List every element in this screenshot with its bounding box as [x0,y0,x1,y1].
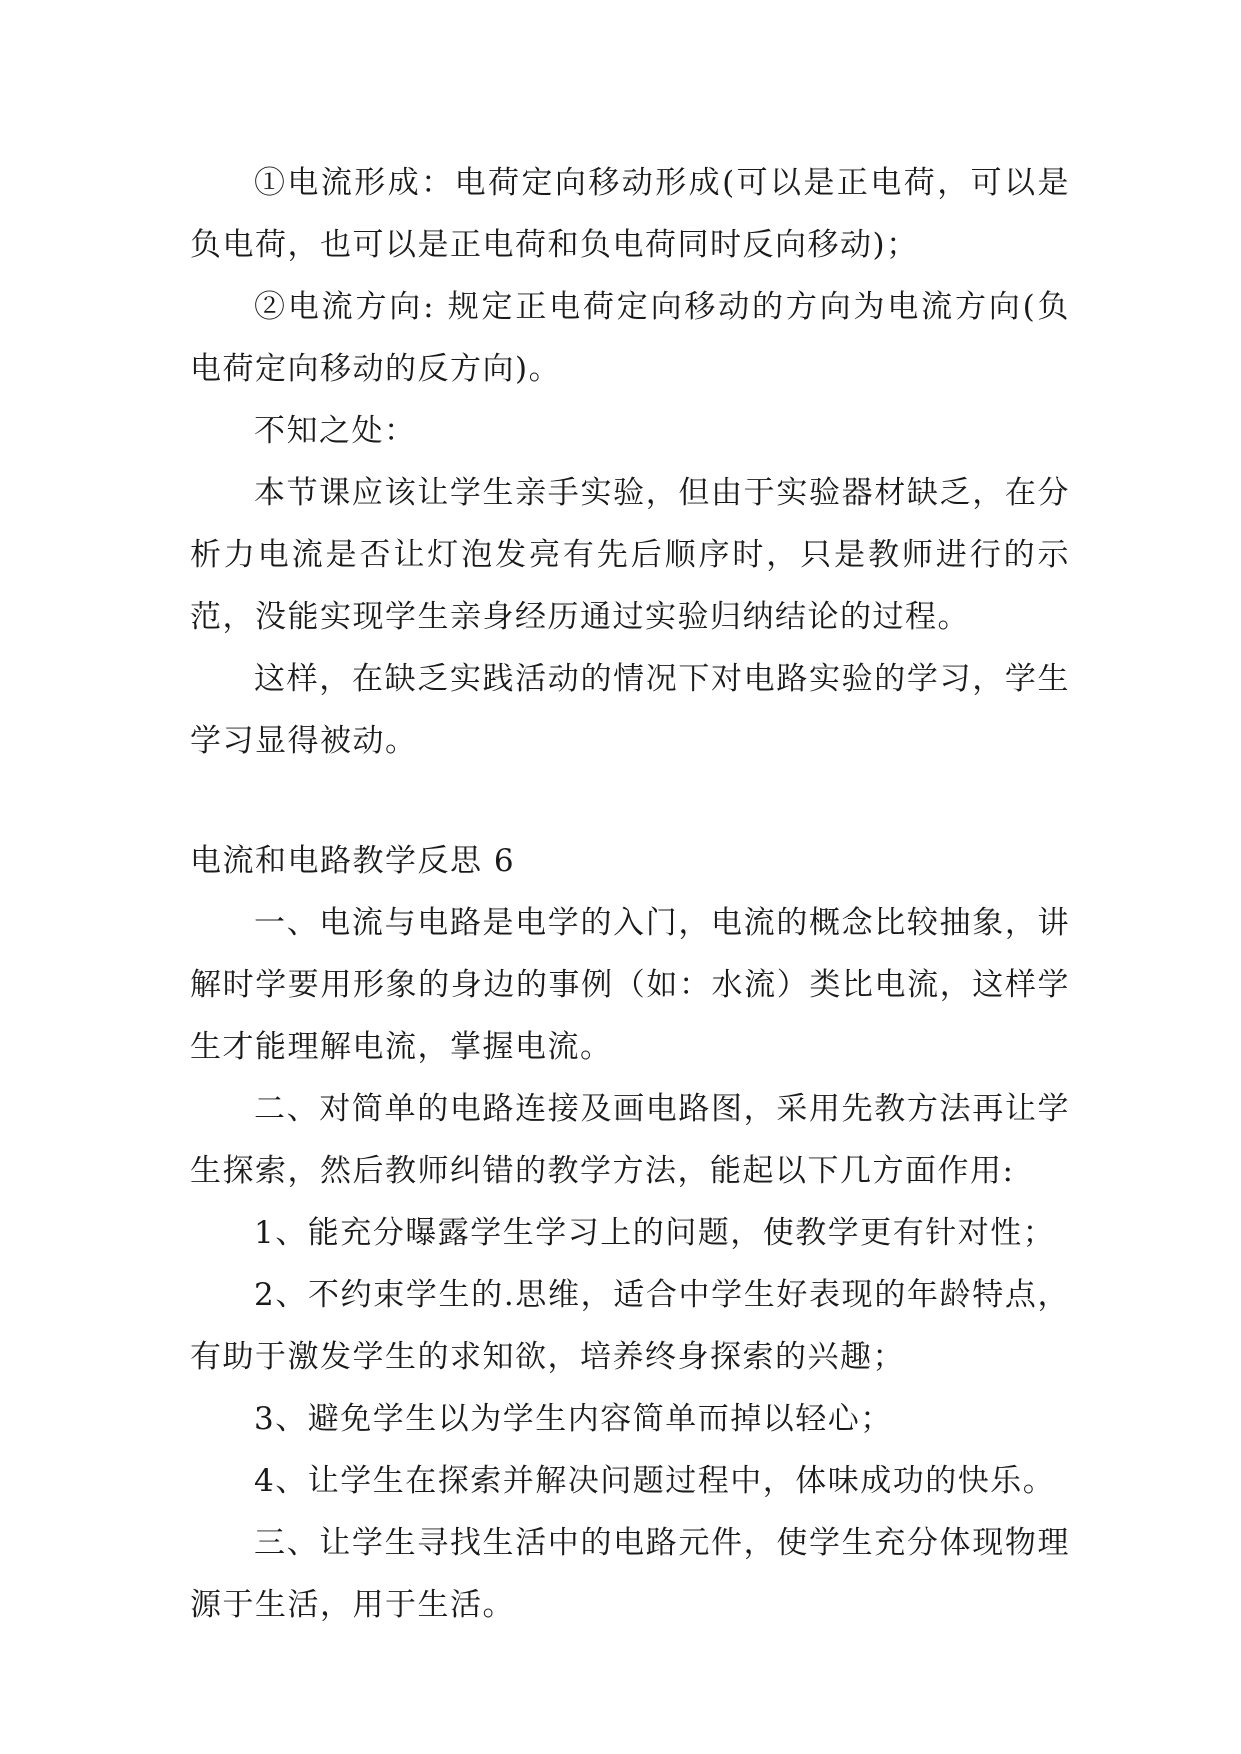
paragraph-point-two: 二、对简单的电路连接及画电路图，采用先教方法再让学生探索，然后教师纠错的教学方法，能起以下几方面作用: [190,1091,1070,1189]
paragraph-point-three: 三、让学生寻找生活中的电路元件，使学生充分体现物理源于生活，用于生活。 [190,1525,1070,1623]
paragraph-item-1: 1、能充分曝露学生学习上的问题，使教学更有针对性； [254,1215,1056,1251]
paragraph-shortcomings-label: 不知之处： [254,413,417,449]
paragraph-item-4: 4、让学生在探索并解决问题过程中，体味成功的快乐。 [254,1463,1056,1499]
paragraph-current-formation: ①电流形成：电荷定向移动形成(可以是正电荷，可以是负电荷，也可以是正电荷和负电荷同时反向移动)； [190,165,1070,263]
paragraph-point-one: 一、电流与电路是电学的入门，电流的概念比较抽象，讲解时学要用形象的身边的事例（如：水流）类比电流，这样学生才能理解电流，掌握电流。 [190,905,1070,1065]
section-spacer [190,772,1070,830]
paragraph-shortcomings-detail: 本节课应该让学生亲手实验，但由于实验器材缺乏，在分析力电流是否让灯泡发亮有先后顺序时，只是教师进行的示范，没能实现学生亲身经历通过实验归纳结论的过程。 [190,475,1070,635]
paragraph-item-3: 3、避免学生以为学生内容简单而掉以轻心； [254,1401,893,1437]
document-body [190,152,1070,1636]
section-title: 电流和电路教学反思 6 [190,843,516,879]
paragraph-current-direction: ②电流方向: 规定正电荷定向移动的方向为电流方向(负电荷定向移动的反方向)。 [190,289,1070,387]
paragraph-passive-learning: 这样，在缺乏实践活动的情况下对电路实验的学习，学生学习显得被动。 [190,661,1070,759]
paragraph-item-2: 2、不约束学生的.思维，适合中学生好表现的年龄特点，有助于激发学生的求知欲，培养终身探索的兴趣； [190,1277,1070,1375]
